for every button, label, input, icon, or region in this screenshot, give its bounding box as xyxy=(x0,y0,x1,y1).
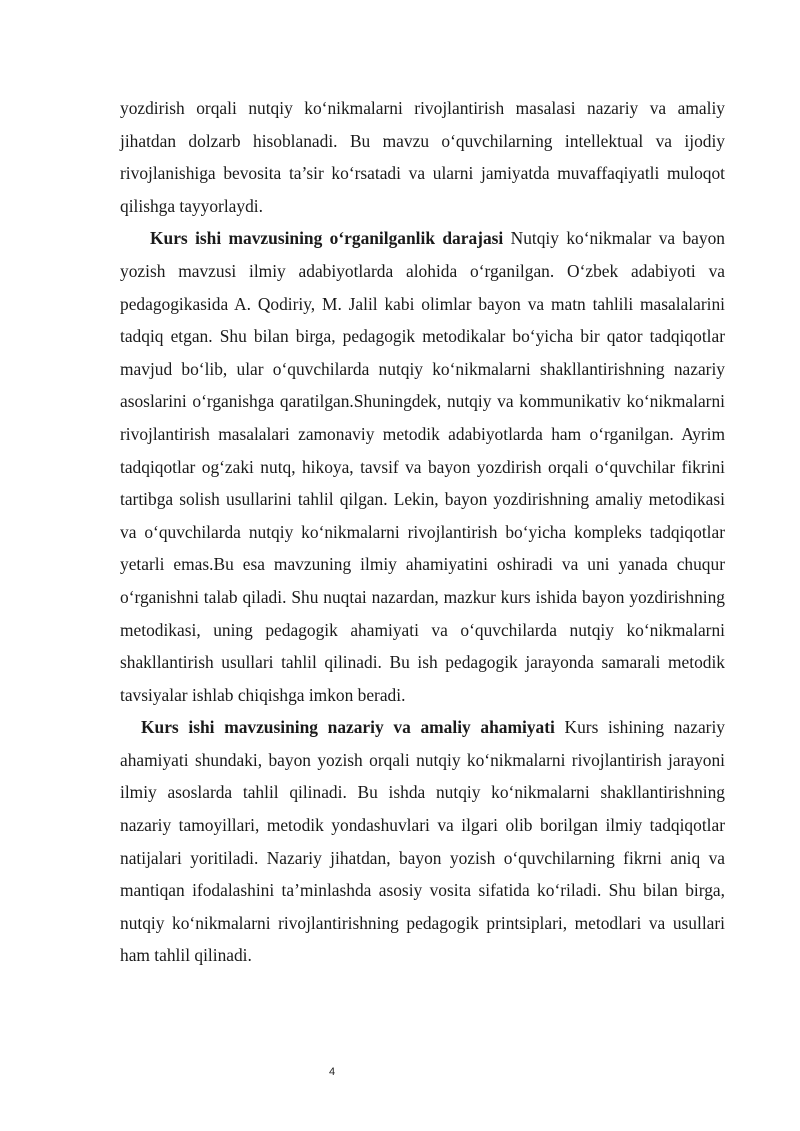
section-heading-significance: Kurs ishi mavzusining nazariy va amaliy ahamiyati xyxy=(141,717,555,738)
paragraph-text: Nutqiy ko‘nikmalar va bayon yozish mavzusi ilmiy adabiyotlarda alohida o‘rganilgan. O‘zbek adabiyoti va pedagogikasida A. Qodiriy, M. Jalil kabi olimlar bayon va matn tahlili masalalarini tadqiq etgan. Shu bilan birga, pedagogik metodikalar bo‘yicha bir qator tadqiqotlar mavjud bo‘lib, ular o‘quvchilarda nutqiy ko‘nikmalarni shakllantirishning nazariy asoslarini o‘rganishga qaratilgan.Shuningdek, nutqiy va kommunikativ ko‘nikmalarni rivojlantirish masalalari zamonaviy metodik adabiyotlarda ham o‘rganilgan. Ayrim tadqiqotlar og‘zaki nutq, hikoya, tavsif va bayon yozdirish orqali o‘quvchilar fikrini tartibga solish usullarini tahlil qilgan. Lekin, bayon yozdirishning amaliy metodikasi va o‘quvchilarda nutqiy ko‘nikmalarni rivojlantirish bo‘yicha kompleks tadqiqotlar yetarli emas.Bu esa mavzuning ilmiy ahamiyatini oshiradi va uni yanada chuqur o‘rganishni talab qiladi. Shu nuqtai nazardan, mazkur kurs ishida bayon yozdirishning metodikasi, uning pedagogik ahamiyati va o‘quvchilarda nutqiy ko‘nikmalarni shakllantirish usullari tahlil qilinadi. Bu ish pedagogik jarayonda samarali metodik tavsiyalar ishlab chiqishga imkon beradi. xyxy=(120,228,725,705)
paragraph-text: Kurs ishining nazariy ahamiyati shundaki, bayon yozish orqali nutqiy ko‘nikmalarni rivojlantirish jarayoni ilmiy asoslarda tahlil qilinadi. Bu ishda nutqiy ko‘nikmalarni shakllantirishning nazariy tamoyillari, metodik yondashuvlari va ilgari olib borilgan ilmiy tadqiqotlar natijalari yoritiladi. Nazariy jihatdan, bayon yozish o‘quvchilarning fikrni aniq va mantiqan ifodalashini ta’minlashda asosiy vosita sifatida ko‘riladi. Shu bilan birga, nutqiy ko‘nikmalarni rivojlantirishning pedagogik printsiplari, metodlari va usullari ham tahlil qilinadi. xyxy=(120,717,725,966)
paragraph-theoretical-practical-significance xyxy=(120,711,725,972)
section-heading-study-level: Kurs ishi mavzusining o‘rganilganlik darajasi xyxy=(150,228,504,249)
paragraph-study-level xyxy=(120,222,725,711)
paragraph-text: yozdirish orqali nutqiy ko‘nikmalarni rivojlantirish masalasi nazariy va amaliy jihatdan dolzarb hisoblanadi. Bu mavzu o‘quvchilarning intellektual va ijodiy rivojlanishiga bevosita ta’sir ko‘rsatadi va ularni jamiyatda muvaffaqiyatli muloqot qilishga tayyorlaydi. xyxy=(120,98,725,216)
page-number: 4 xyxy=(328,1066,336,1078)
page-body xyxy=(120,92,725,972)
paragraph-intro-continuation xyxy=(120,92,725,222)
